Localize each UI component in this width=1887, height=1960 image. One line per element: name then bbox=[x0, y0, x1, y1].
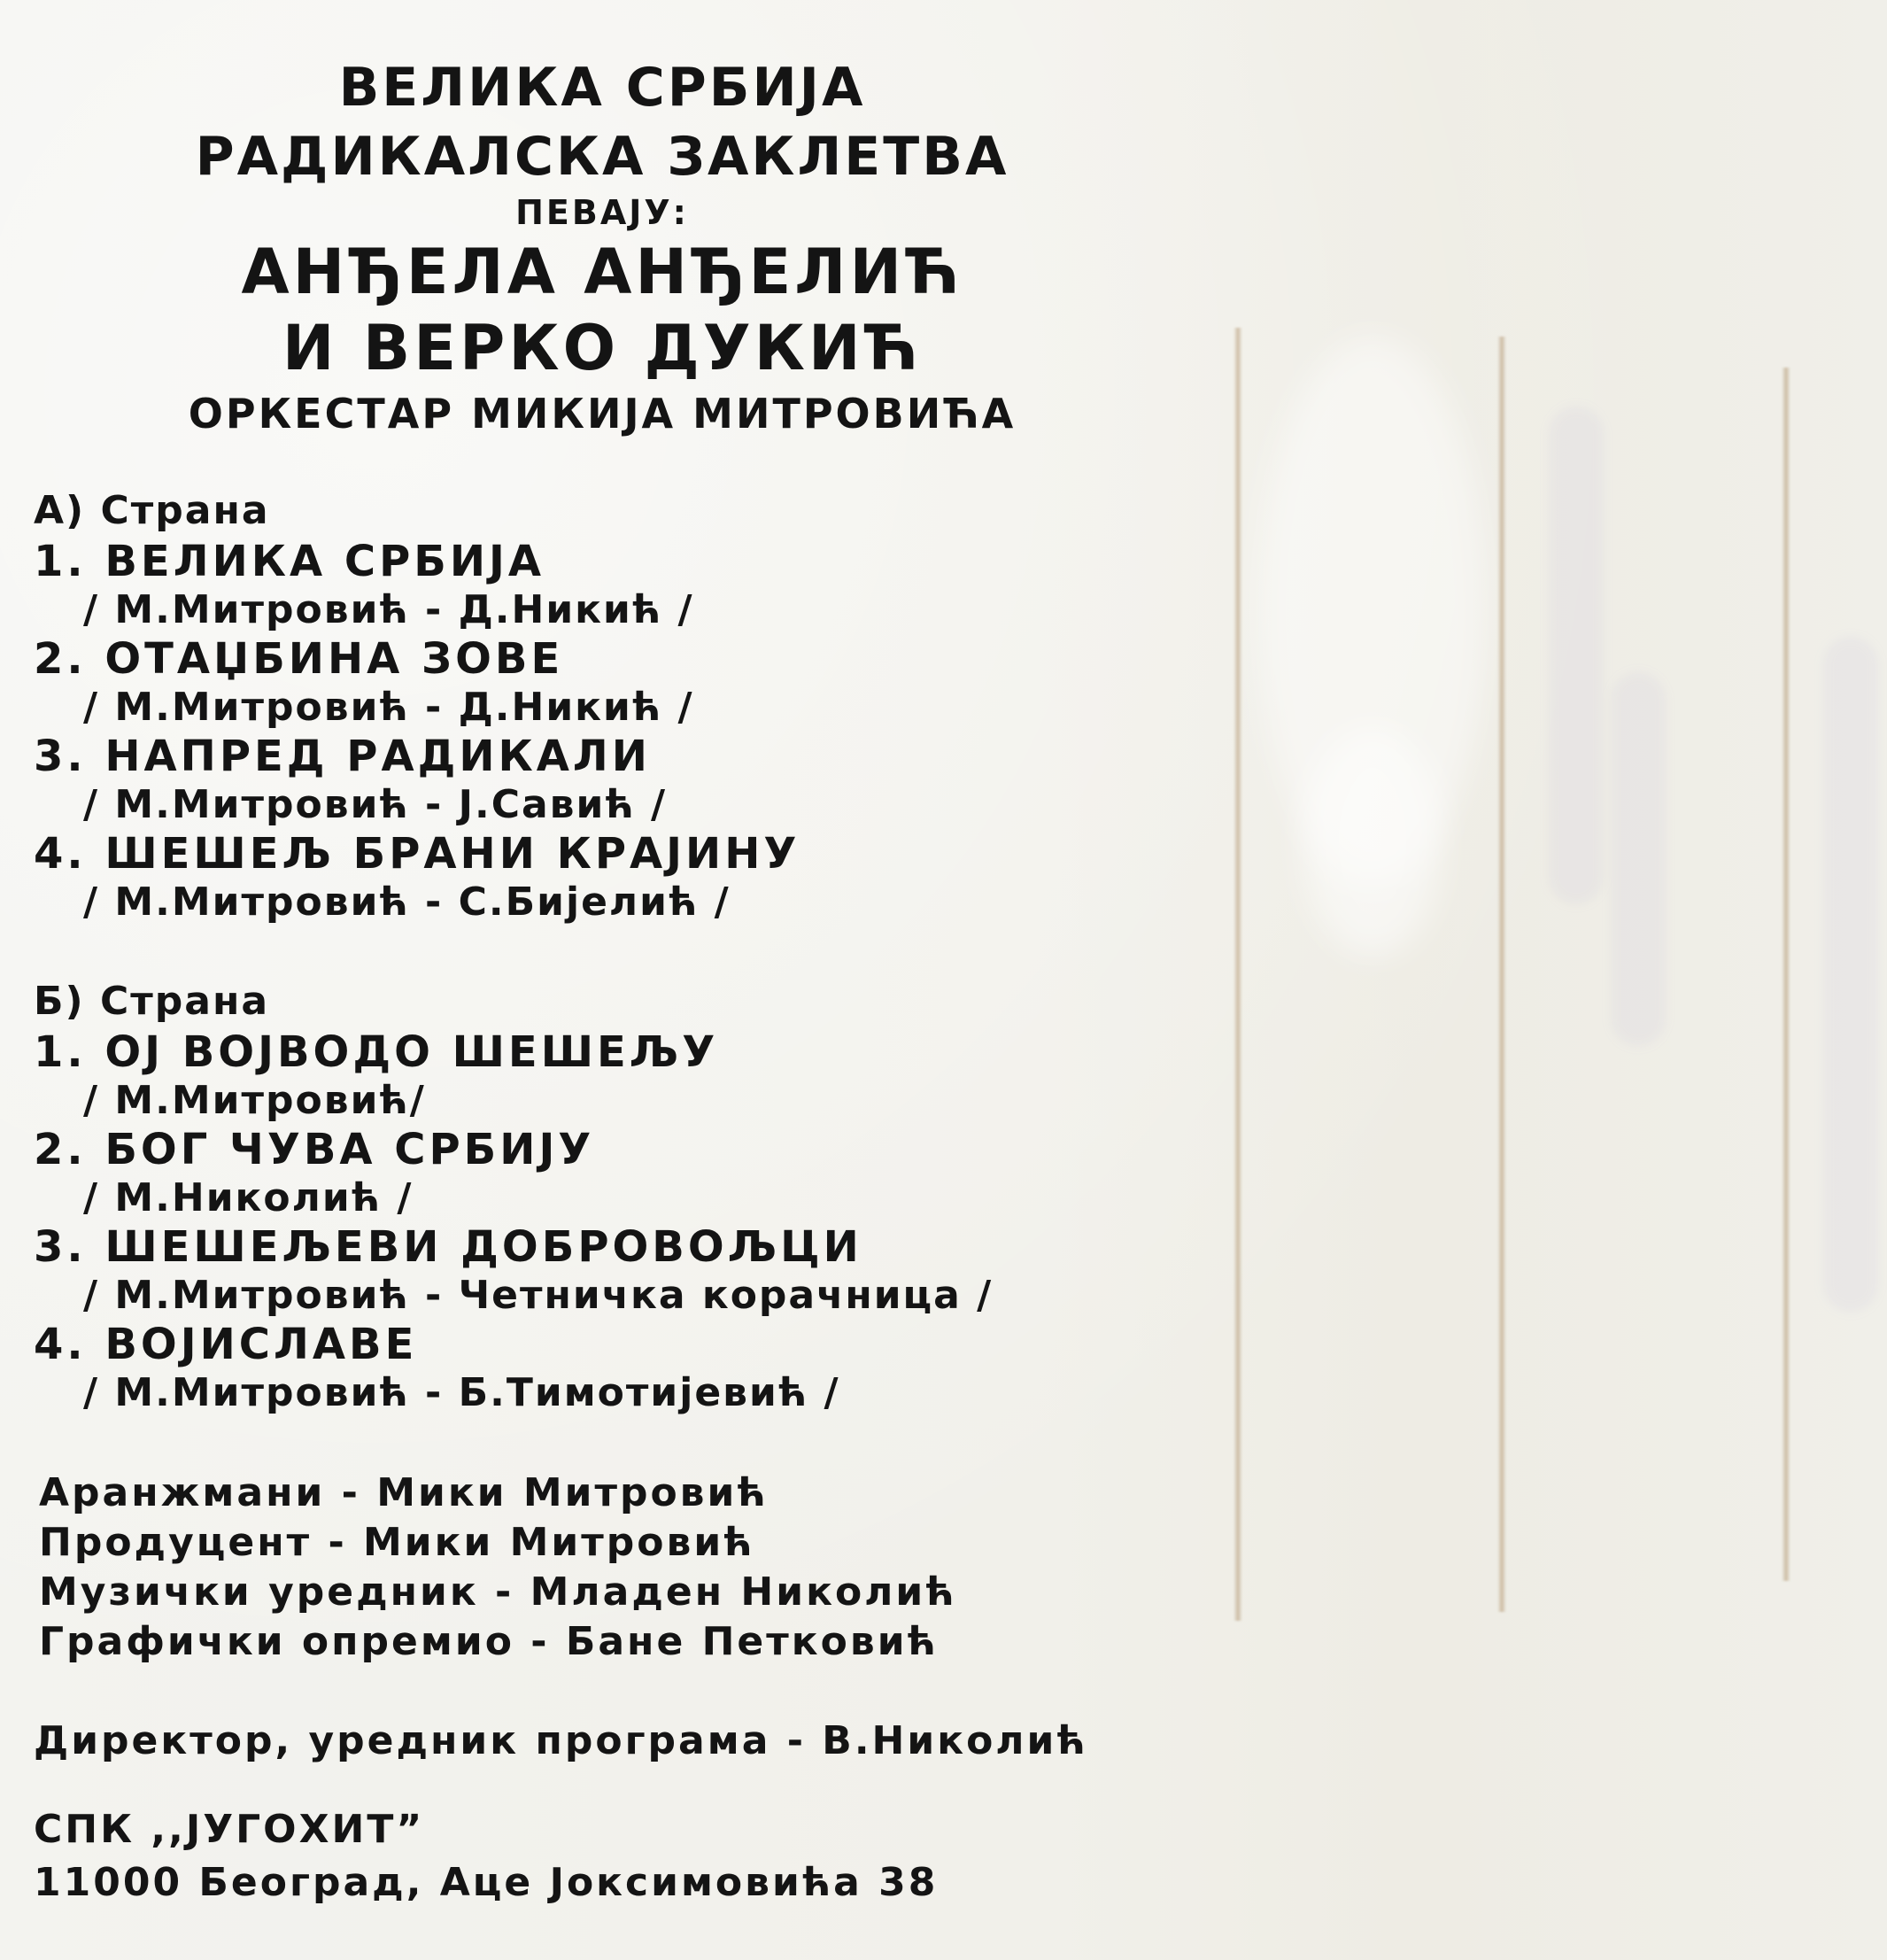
fold-crease bbox=[1782, 368, 1790, 1581]
track-title: 1. ВЕЛИКА СРБИЈА bbox=[34, 537, 545, 586]
credit-graphic-design: Графички опремио - Бане Петковић bbox=[39, 1619, 939, 1664]
faded-stamp bbox=[1550, 407, 1603, 903]
track-credit: / М.Николић / bbox=[83, 1175, 414, 1220]
production-credits bbox=[34, 1468, 1220, 1667]
track-credit: / М.Митровић - Д.Никић / bbox=[83, 587, 694, 632]
side-b-label: Б) Страна bbox=[34, 979, 270, 1024]
performer-2: И ВЕРКО ДУКИЋ bbox=[282, 312, 923, 384]
track-credit: / М.Митровић/ bbox=[83, 1078, 426, 1123]
label-address: 11000 Београд, Аце Јоксимовића 38 bbox=[34, 1860, 939, 1905]
list-item bbox=[34, 732, 1220, 829]
side-a bbox=[34, 485, 1220, 926]
director-line: Директор, уредник програма - В.Николић bbox=[34, 1718, 1088, 1763]
track-title: 3. НАПРЕД РАДИКАЛИ bbox=[34, 732, 651, 781]
track-credit: / М.Митровић - J.Савић / bbox=[83, 782, 668, 827]
track-credit: / М.Митровић - Б.Тимотијевић / bbox=[83, 1370, 840, 1415]
record-label bbox=[34, 1803, 1220, 1910]
credit-music-editor: Музички уредник - Младен Николић bbox=[39, 1569, 957, 1615]
performers-label: ПЕВАЈУ: bbox=[515, 193, 689, 232]
album-subtitle: РАДИКАЛСКА ЗАКЛЕТВА bbox=[195, 126, 1009, 188]
credit-arrangements: Аранжмани - Мики Митровић bbox=[39, 1470, 769, 1515]
list-item bbox=[34, 1320, 1220, 1417]
list-item bbox=[34, 537, 1220, 634]
track-credit: / М.Митровић - Д.Никић / bbox=[83, 685, 694, 730]
track-title: 2. БОГ ЧУВА СРБИЈУ bbox=[34, 1125, 595, 1174]
list-item bbox=[34, 1222, 1220, 1320]
album-title: ВЕЛИКА СРБИЈА bbox=[338, 57, 866, 119]
spacer bbox=[34, 926, 1220, 976]
label-name: СПК ,,ЈУГОХИТ” bbox=[34, 1807, 425, 1852]
fold-crease bbox=[1234, 328, 1242, 1621]
track-credit: / М.Митровић - С.Бијелић / bbox=[83, 879, 731, 925]
faded-stamp bbox=[1824, 638, 1877, 1311]
paper-stain bbox=[1302, 726, 1443, 957]
list-item bbox=[34, 634, 1220, 732]
faded-stamp bbox=[1612, 673, 1665, 1045]
list-item bbox=[34, 1027, 1220, 1125]
fold-crease bbox=[1497, 337, 1506, 1612]
list-item bbox=[34, 829, 1220, 926]
track-credit: / М.Митровић - Четничка корачница / bbox=[83, 1273, 994, 1318]
side-a-label: А) Страна bbox=[34, 488, 270, 533]
track-title: 4. ВОЈИСЛАВЕ bbox=[34, 1320, 418, 1369]
credit-producer: Продуцент - Мики Митровић bbox=[39, 1520, 755, 1565]
side-b bbox=[34, 976, 1220, 1417]
tracklist bbox=[34, 485, 1220, 1910]
track-title: 1. ОЈ ВОЈВОДО ШЕШЕЉУ bbox=[34, 1027, 719, 1077]
track-title: 4. ШЕШЕЉ БРАНИ КРАЈИНУ bbox=[34, 829, 800, 879]
orchestra: ОРКЕСТАР МИКИЈА МИТРОВИЋА bbox=[188, 390, 1017, 438]
track-title: 3. ШЕШЕЉЕВИ ДОБРОВОЉЦИ bbox=[34, 1222, 862, 1272]
performer-1: АНЂЕЛА АНЂЕЛИЋ bbox=[241, 236, 963, 308]
album-header bbox=[35, 53, 1169, 441]
track-title: 2. ОТАЏБИНА ЗОВЕ bbox=[34, 634, 564, 684]
list-item bbox=[34, 1125, 1220, 1222]
